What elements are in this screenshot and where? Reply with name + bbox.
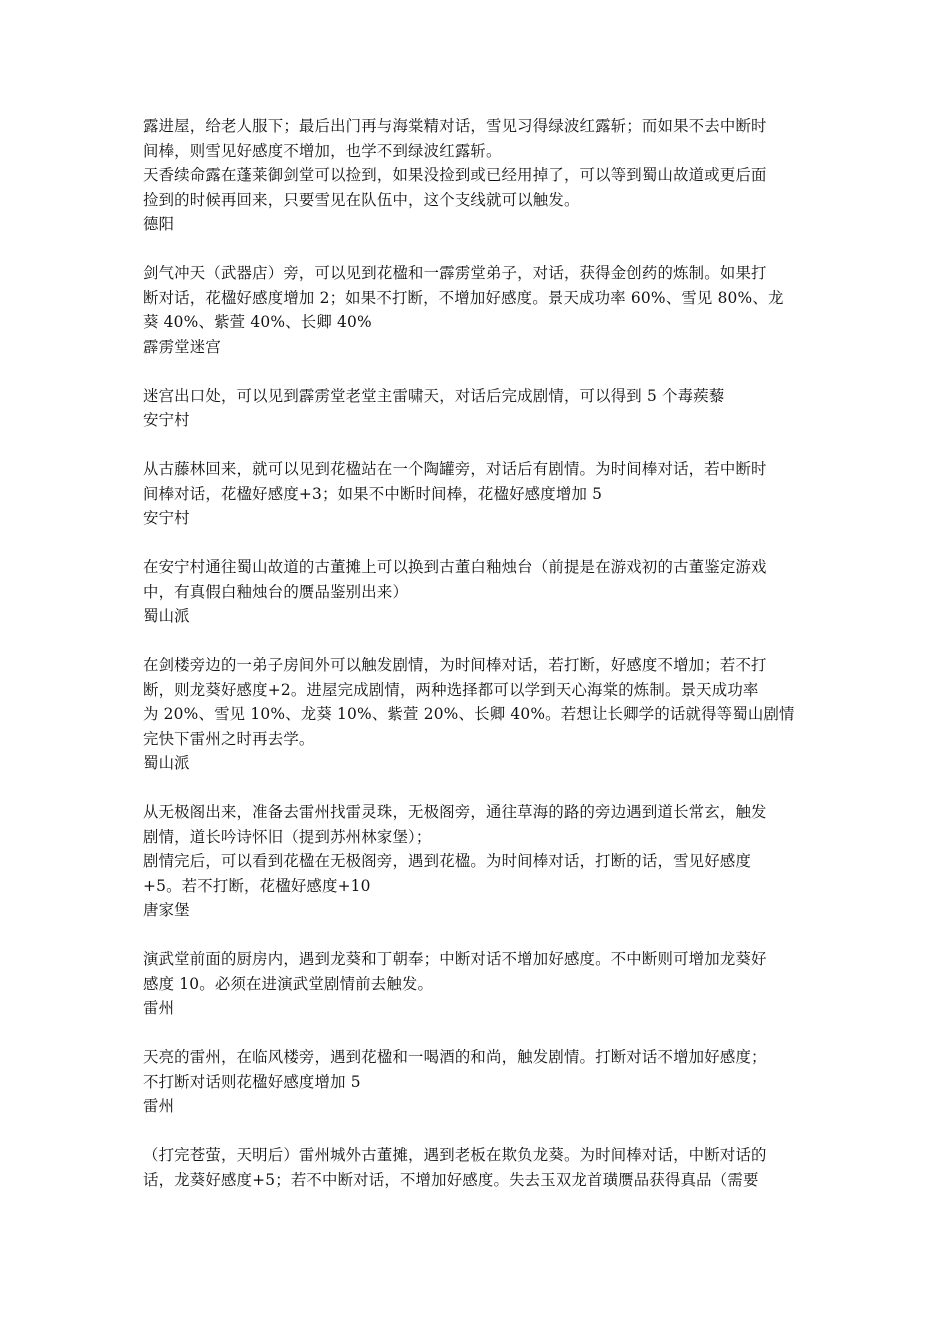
section-heading: 霹雳堂迷宫 [143,337,221,356]
section-heading: 雷州 [143,999,175,1017]
blank-line [143,776,811,801]
text-line: 剧情，道长吟诗怀旧（提到苏州林家堡）； [143,827,432,846]
section-heading: 德阳 [143,215,175,233]
text-line: 迷宫出口处，可以见到霹雳堂老堂主雷啸天，对话后完成剧情，可以得到 5 个毒蒺藜 [143,386,725,405]
text-line: 间棒对话，花楹好感度+3；如果不中断时间棒，花楹好感度增加 5 [143,484,603,503]
document-body [143,114,811,1192]
section-heading: 唐家堡 [143,901,190,919]
text-line: 天香续命露在蓬莱御剑堂可以捡到，如果没捡到或已经用掉了，可以等到蜀山故道或更后面 [143,166,767,184]
text-line: 断，则龙葵好感度+2。进屋完成剧情，两种选择都可以学到天心海棠的炼制。景天成功率 [143,680,759,699]
blank-line [143,433,811,458]
section-heading: 安宁村 [143,411,190,429]
text-line: 天亮的雷州，在临风楼旁，遇到花楹和一喝酒的和尚，触发剧情。打断对话不增加好感度； [143,1048,767,1066]
text-line: 葵 40%、紫萱 40%、长卿 40% [143,313,372,331]
section-heading: 蜀山派 [143,754,190,772]
text-line: 间棒，则雪见好感度不增加，也学不到绿波红露斩。 [143,141,502,160]
section-heading: 蜀山派 [143,607,190,625]
text-line: 剑气冲天（武器店）旁，可以见到花楹和一霹雳堂弟子，对话，获得金创药的炼制。如果打 [143,264,767,282]
blank-line [143,531,811,556]
text-line: 露进屋，给老人服下；最后出门再与海棠精对话，雪见习得绿波红露斩；而如果不去中断时 [143,117,767,135]
blank-line [143,359,811,384]
text-line: 中，有真假白釉烛台的赝品鉴别出来） [143,582,409,601]
text-line: 话，龙葵好感度+5；若不中断对话，不增加好感度。失去玉双龙首璜赝品获得真品（需要 [143,1170,759,1189]
blank-line [143,1119,811,1144]
section-heading: 雷州 [143,1097,175,1115]
text-line: 完快下雷州之时再去学。 [143,729,315,748]
blank-line [143,629,811,654]
text-line: 捡到的时候再回来，只要雪见在队伍中，这个支线就可以触发。 [143,190,580,209]
blank-line [143,237,811,262]
text-line: 在安宁村通往蜀山故道的古董摊上可以换到古董白釉烛台（前提是在游戏初的古董鉴定游戏 [143,558,767,576]
text-line: 感度 10。必须在进演武堂剧情前去触发。 [143,974,434,993]
text-line: 不打断对话则花楹好感度增加 5 [143,1072,361,1091]
blank-line [143,1021,811,1046]
blank-line [143,923,811,948]
text-line: 剧情完后，可以看到花楹在无极阁旁，遇到花楹。为时间棒对话，打断的话，雪见好感度 [143,852,752,870]
text-line: 断对话，花楹好感度增加 2；如果不打断，不增加好感度。景天成功率 60%、雪见 80%、龙 [143,288,784,307]
text-line: 从古藤林回来，就可以见到花楹站在一个陶罐旁，对话后有剧情。为时间棒对话，若中断时 [143,460,767,478]
text-line: （打完苍萤，天明后）雷州城外古董摊，遇到老板在欺负龙葵。为时间棒对话，中断对话的 [143,1146,767,1164]
text-line: +5。若不打断，花楹好感度+10 [143,876,371,895]
text-line: 从无极阁出来，准备去雷州找雷灵珠，无极阁旁，通往草海的路的旁边遇到道长常玄，触发 [143,803,767,821]
text-line: 为 20%、雪见 10%、龙葵 10%、紫萱 20%、长卿 40%。若想让长卿学的话就得等蜀山剧情 [143,705,795,723]
text-line: 在剑楼旁边的一弟子房间外可以触发剧情，为时间棒对话，若打断，好感度不增加；若不打 [143,656,767,674]
section-heading: 安宁村 [143,509,190,527]
text-line: 演武堂前面的厨房内，遇到龙葵和丁朝奉；中断对话不增加好感度。不中断则可增加龙葵好 [143,950,767,968]
